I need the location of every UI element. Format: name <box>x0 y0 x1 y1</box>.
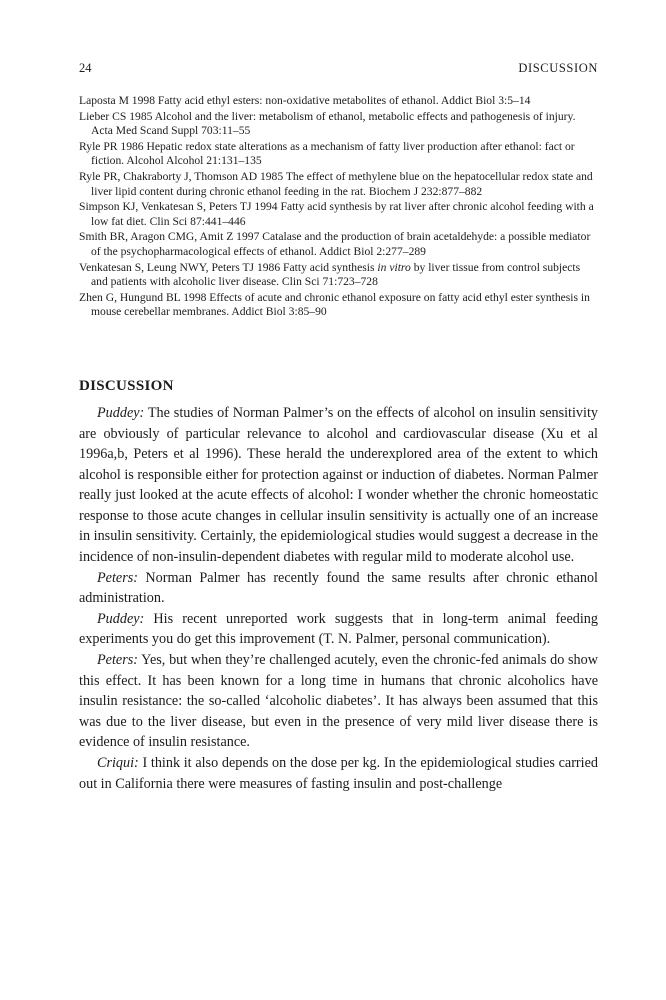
discussion-heading: DISCUSSION <box>79 377 174 394</box>
speaker-name: Puddey: <box>97 610 145 627</box>
discussion-paragraph <box>79 609 598 650</box>
paragraph-text: His recent unreported work suggests that in long-term animal feeding experiments you do get this improvement (T. N. Palmer, personal communication). <box>79 610 598 648</box>
reference-italic-text: in vitro <box>377 260 411 274</box>
speaker-name: Peters: <box>97 652 138 669</box>
book-page <box>79 60 598 794</box>
discussion-paragraph <box>79 403 598 568</box>
paragraph-text: Norman Palmer has recently found the same results after chronic ethanol administration. <box>79 569 598 607</box>
discussion-paragraph <box>79 650 598 753</box>
reference-text: by liver tissue from control subjects and patients with alcoholic liver disease. Clin Sci 71:723–728 <box>91 260 581 289</box>
reference-item: Ryle PR 1986 Hepatic redox state alterations as a mechanism of fatty liver production after ethanol: fact or fiction. Alcohol Alcohol 21:131–135 <box>79 139 575 168</box>
reference-item: Lieber CS 1985 Alcohol and the liver: metabolism of ethanol, metabolic effects and pathogenesis of injury. Acta Med Scand Suppl 703:11–55 <box>79 109 576 138</box>
reference-item <box>79 261 598 290</box>
speaker-name: Puddey: <box>97 404 145 421</box>
discussion-body <box>79 403 598 794</box>
reference-item: Laposta M 1998 Fatty acid ethyl esters: non-oxidative metabolites of ethanol. Addict Biol 3:5–14 <box>79 94 531 107</box>
reference-item: Simpson KJ, Venkatesan S, Peters TJ 1994 Fatty acid synthesis by rat liver after chronic alcohol feeding with a low fat diet. Clin Sci 87:441–446 <box>79 200 594 228</box>
reference-item: Ryle PR, Chakraborty J, Thomson AD 1985 The effect of methylene blue on the hepatocellular redox state and liver lipid content during chronic ethanol feeding in the rat. Biochem J 232:877–882 <box>79 169 593 198</box>
reference-item: Smith BR, Aragon CMG, Amit Z 1997 Catalase and the production of brain acetaldehyde: a possible mediator of the psychopharmacological effects of ethanol. Addict Biol 2:277–289 <box>79 230 591 258</box>
paragraph-text: Yes, but when they’re challenged acutely, even the chronic-fed animals do show this effect. It has been known for a long time in humans that chronic alcoholics have insulin resistance: the so-called ‘alcoholic diabetes’. It has always been assumed that this was due to the liver disease, but even in the presence of very mild liver disease there is evidence of insulin resistance. <box>79 652 598 751</box>
speaker-name: Peters: <box>97 569 138 586</box>
reference-list <box>79 94 598 320</box>
paragraph-text: I think it also depends on the dose per kg. In the epidemiological studies carried out in California there were measures of fasting insulin and post-challenge <box>79 755 598 792</box>
discussion-paragraph <box>79 568 598 609</box>
speaker-name: Criqui: <box>97 755 139 771</box>
paragraph-text: The studies of Norman Palmer’s on the effects of alcohol on insulin sensitivity are obviously of particular relevance to alcohol and cardiovascular disease (Xu et al 1996a,b, Peters et al 1996). These herald the underexplored area of the extent to which alcohol is responsible either for protection against or induction of diabetes. Norman Palmer really just looked at the acute effects of alcohol: I wonder whether the chronic homeostatic response to those acute changes in cellular insulin sensitivity is actually one of an increase in insulin sensitivity. Certainly, the epidemiological studies would suggest a decrease in the incidence of non-insulin-dependent diabetes with regular mild to moderate alcohol use. <box>79 404 598 566</box>
running-head <box>79 60 598 76</box>
reference-text: Venkatesan S, Leung NWY, Peters TJ 1986 Fatty acid synthesis <box>79 260 378 274</box>
discussion-paragraph <box>79 753 598 794</box>
page-number: 24 <box>79 61 92 75</box>
running-title: DISCUSSION <box>518 61 598 75</box>
reference-item: Zhen G, Hungund BL 1998 Effects of acute and chronic ethanol exposure on fatty acid ethyl ester synthesis in mouse cerebellar membranes. Addict Biol 3:85–90 <box>79 290 590 319</box>
